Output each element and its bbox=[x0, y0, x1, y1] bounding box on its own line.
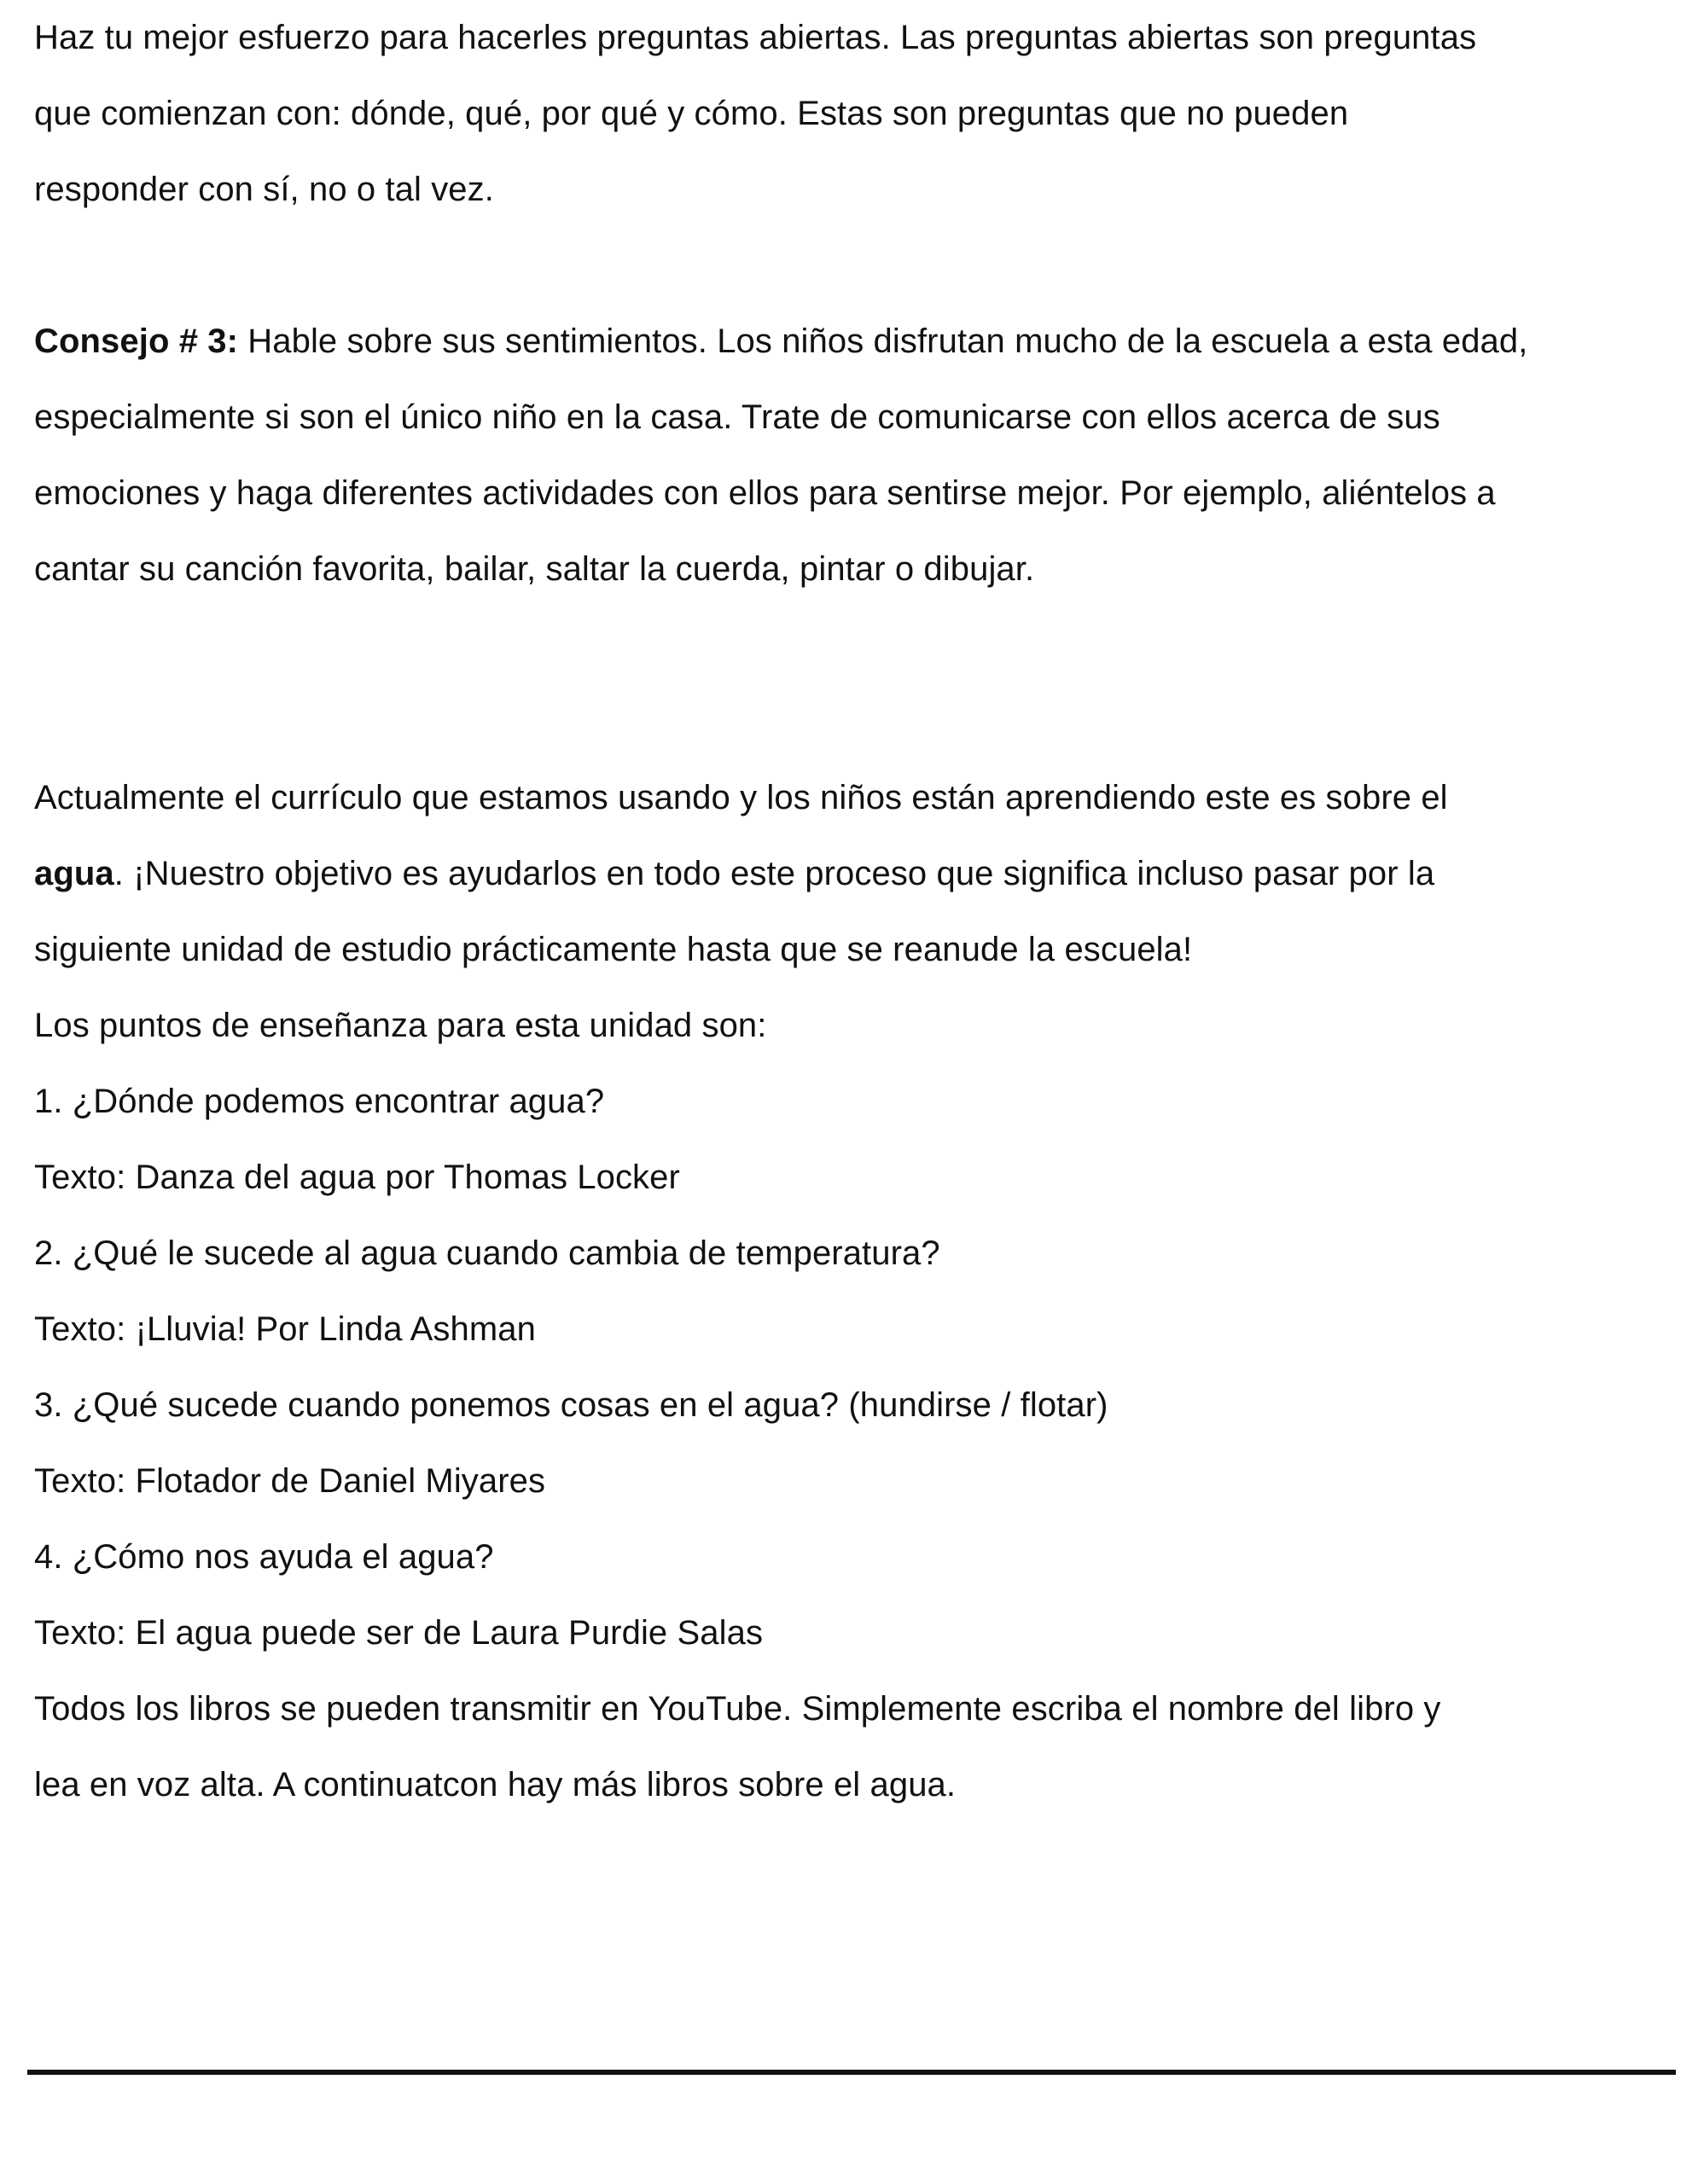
teaching-point-text: Texto: Flotador de Daniel Miyares bbox=[34, 1462, 546, 1500]
paragraph-line: que comienzan con: dónde, qué, por qué y cómo. Estas son preguntas que no pueden bbox=[34, 95, 1349, 132]
keyword-agua: agua bbox=[34, 855, 114, 892]
teaching-point-text: Texto: El agua puede ser de Laura Purdie Salas bbox=[34, 1614, 764, 1652]
paragraph-line: responder con sí, no o tal vez. bbox=[34, 171, 494, 208]
tip-label: Consejo # 3: bbox=[34, 322, 239, 360]
horizontal-divider bbox=[27, 2070, 1676, 2075]
closing-line: Todos los libros se pueden transmitir en YouTube. Simplemente escriba el nombre del libro y bbox=[34, 1690, 1441, 1728]
tip-line bbox=[34, 320, 1527, 363]
tip-line: cantar su canción favorita, bailar, saltar la cuerda, pintar o dibujar. bbox=[34, 550, 1035, 588]
teaching-point-question: 2. ¿Qué le sucede al agua cuando cambia de temperatura? bbox=[34, 1234, 940, 1272]
teaching-point-question: 4. ¿Cómo nos ayuda el agua? bbox=[34, 1538, 494, 1576]
curriculum-line: siguiente unidad de estudio prácticamente hasta que se reanude la escuela! bbox=[34, 931, 1193, 968]
curriculum-line bbox=[34, 852, 1434, 895]
teaching-point-text: Texto: Danza del agua por Thomas Locker bbox=[34, 1159, 680, 1196]
tip-text: Hable sobre sus sentimientos. Los niños disfrutan mucho de la escuela a esta edad, bbox=[238, 322, 1528, 360]
closing-line: lea en voz alta. A continuatcon hay más libros sobre el agua. bbox=[34, 1766, 957, 1804]
curriculum-text: . ¡Nuestro objetivo es ayudarlos en todo este proceso que significa incluso pasar por la bbox=[113, 855, 1435, 892]
teaching-point-question: 1. ¿Dónde podemos encontrar agua? bbox=[34, 1083, 605, 1120]
teaching-points-heading: Los puntos de enseñanza para esta unidad son: bbox=[34, 1007, 767, 1044]
paragraph-line: Haz tu mejor esfuerzo para hacerles preguntas abiertas. Las preguntas abiertas son preguntas bbox=[34, 19, 1477, 56]
tip-line: especialmente si son el único niño en la casa. Trate de comunicarse con ellos acerca de sus bbox=[34, 398, 1440, 436]
tip-line: emociones y haga diferentes actividades con ellos para sentirse mejor. Por ejemplo, aliéntelos a bbox=[34, 474, 1496, 512]
teaching-point-question: 3. ¿Qué sucede cuando ponemos cosas en el agua? (hundirse / flotar) bbox=[34, 1386, 1108, 1424]
curriculum-line: Actualmente el currículo que estamos usando y los niños están aprendiendo este es sobre el bbox=[34, 779, 1448, 816]
teaching-point-text: Texto: ¡Lluvia! Por Linda Ashman bbox=[34, 1310, 536, 1348]
